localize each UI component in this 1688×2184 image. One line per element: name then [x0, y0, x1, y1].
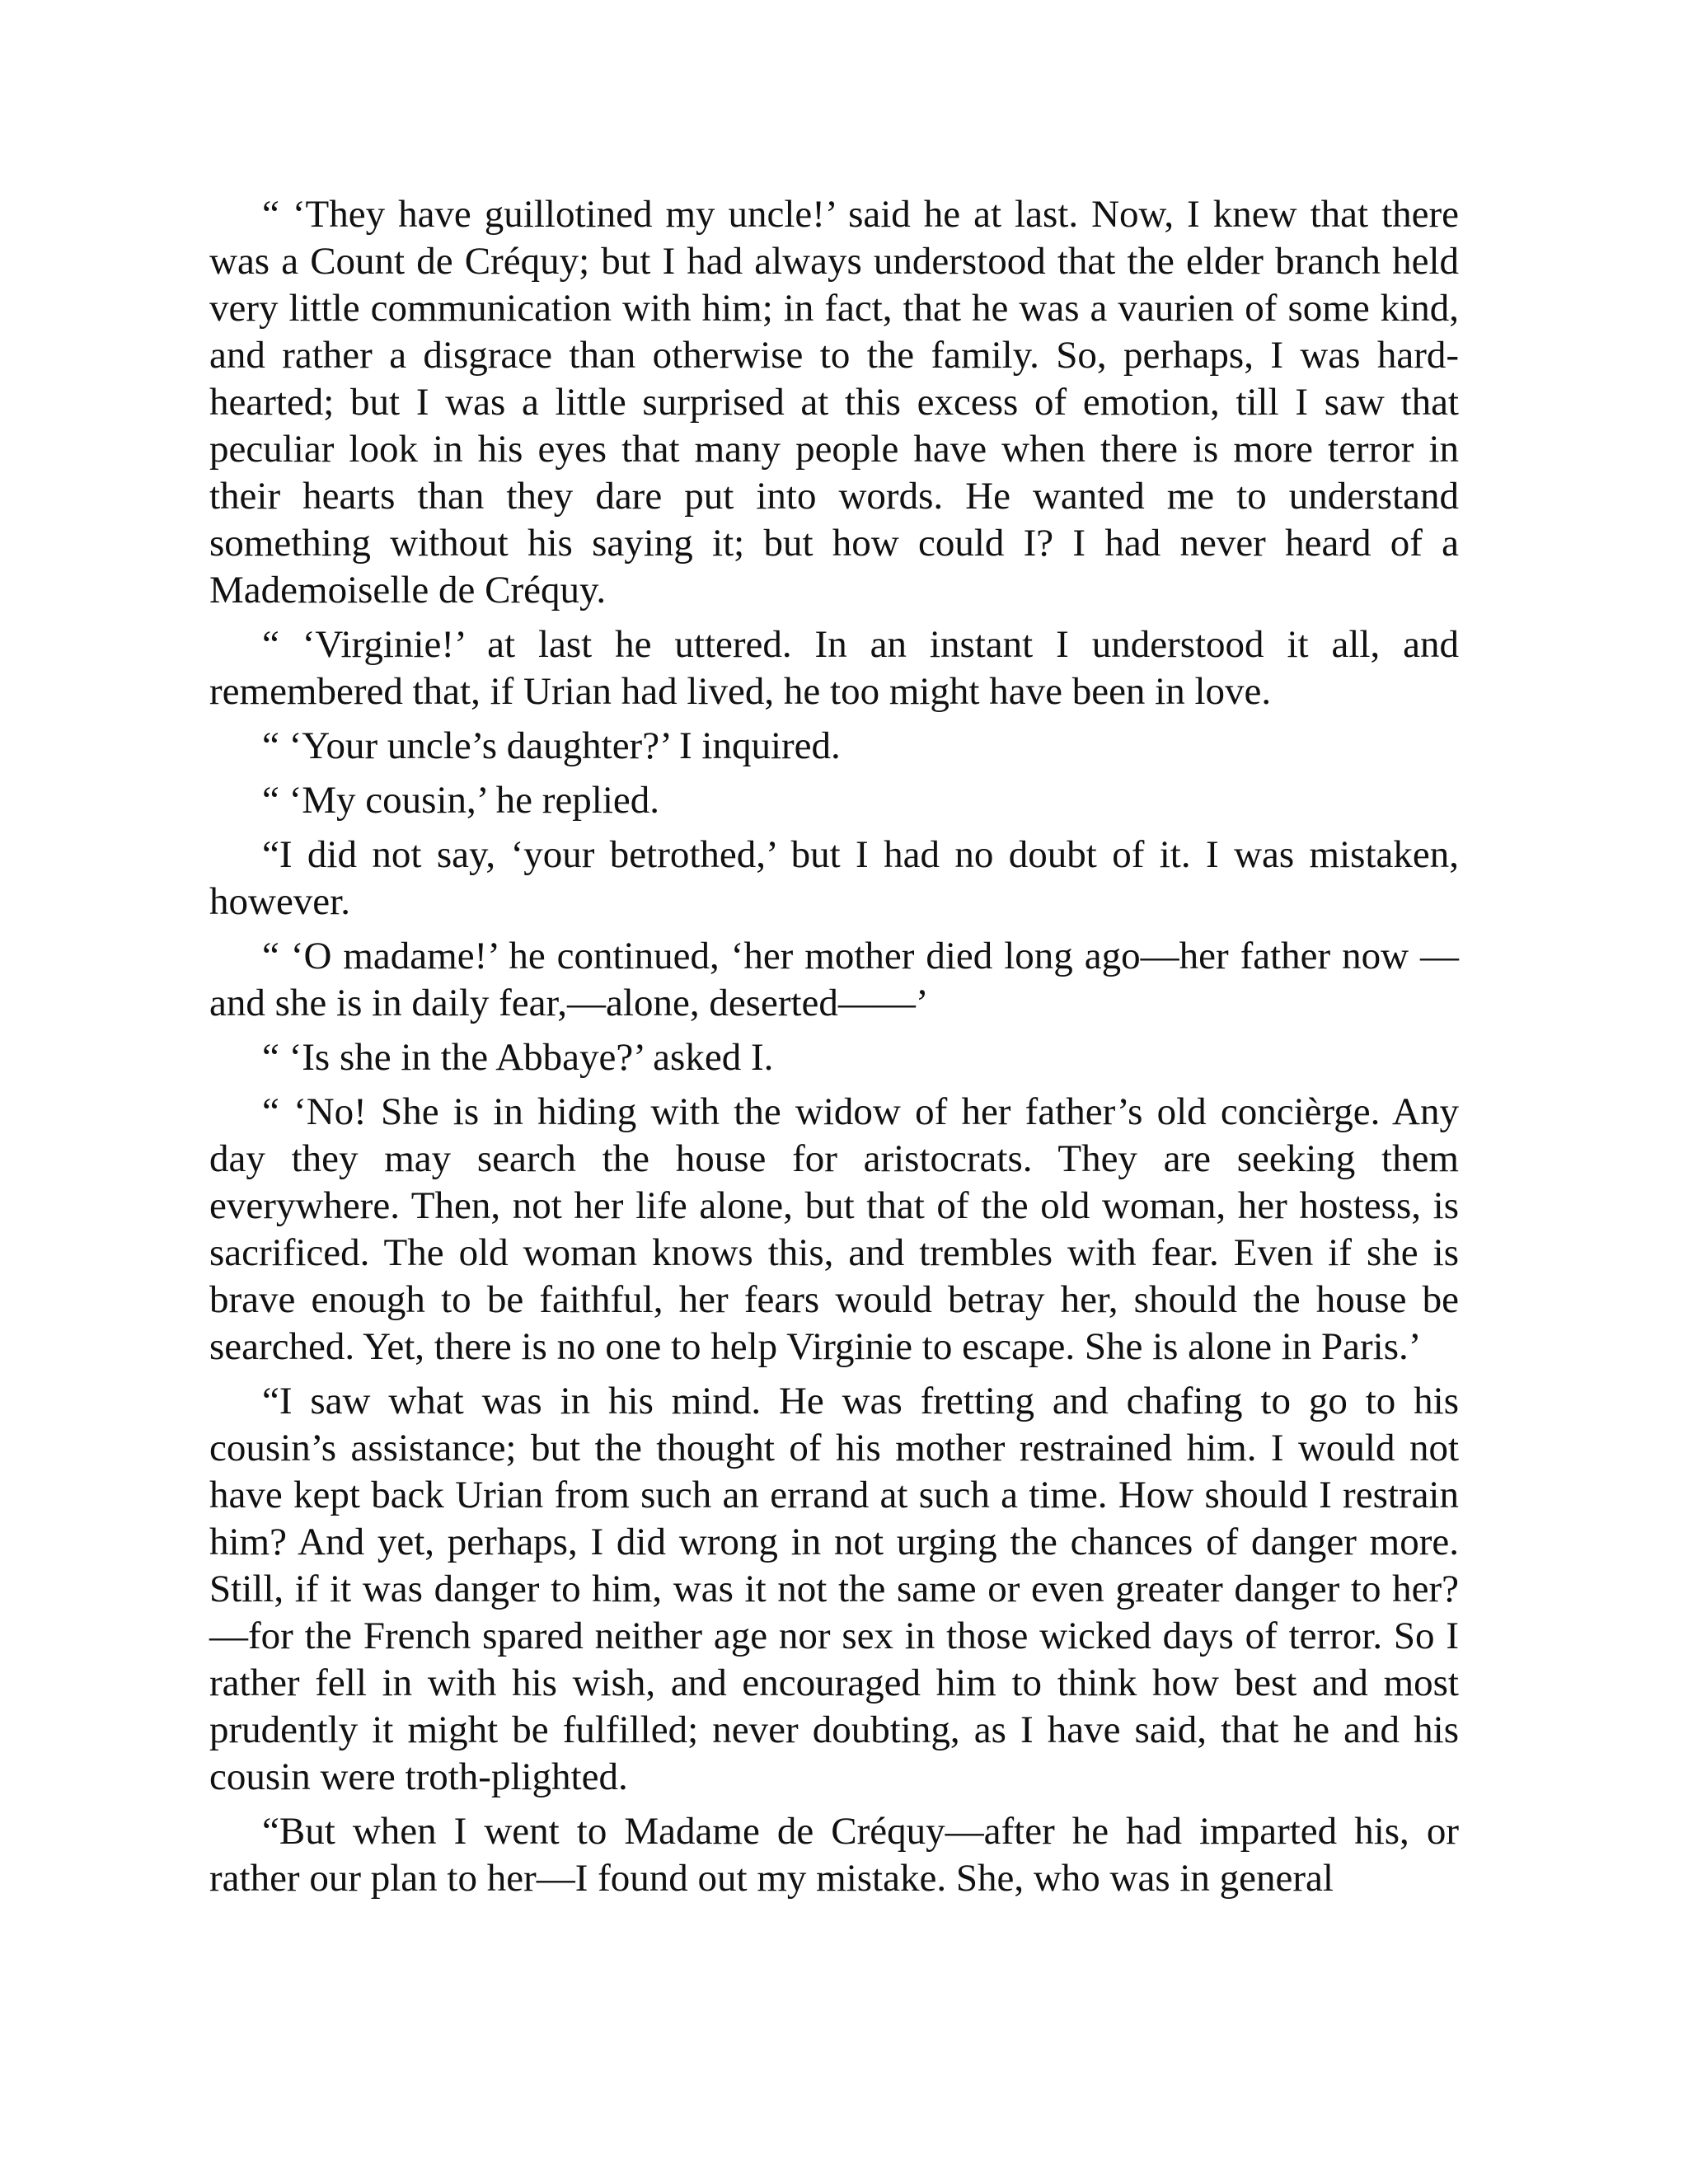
- paragraph-9: “I saw what was in his mind. He was fretting and chafing to go to his cousin’s assistance; but the thought of his mother restrained him. I would not have kept back Urian from such an errand at such a time. How should I restrain him? And yet, perhaps, I did wrong in not urging the chances of danger more. Still, if it was danger to him, was it not the same or even greater danger to her?—for the French spared neither age nor sex in those wicked days of terror. So I rather fell in with his wish, and encouraged him to think how best and most prudently it might be fulfilled; never doubting, as I have said, that he and his cousin were troth-plighted.: [209, 1380, 1459, 1798]
- paragraph-5: “I did not say, ‘your betrothed,’ but I had no doubt of it. I was mistaken, however.: [209, 833, 1459, 923]
- paragraph-1: “ ‘They have guillotined my uncle!’ said he at last. Now, I knew that there was a Count de Créquy; but I had always understood that the elder branch held very little communication with him; in fact, that he was a vaurien of some kind, and rather a disgrace than otherwise to the family. So, perhaps, I was hard-hearted; but I was a little surprised at this excess of emotion, till I saw that peculiar look in his eyes that many people have when there is more terror in their hearts than they dare put into words. He wanted me to understand something without his saying it; but how could I? I had never heard of a Mademoiselle de Créquy.: [209, 193, 1459, 612]
- paragraph-8: “ ‘No! She is in hiding with the widow of her father’s old concièrge. Any day they may search the house for aristocrats. They are seeking them everywhere. Then, not her life alone, but that of the old woman, her hostess, is sacrificed. The old woman knows this, and trembles with fear. Even if she is brave enough to be faithful, her fears would betray her, should the house be searched. Yet, there is no one to help Virginie to escape. She is alone in Paris.’: [209, 1090, 1459, 1368]
- paragraph-2: “ ‘Virginie!’ at last he uttered. In an instant I understood it all, and remembered that, if Urian had lived, he too might have been in love.: [209, 623, 1459, 713]
- paragraph-6: “ ‘O madame!’ he continued, ‘her mother died long ago—her father now —and she is in daily fear,—alone, deserted——’: [209, 935, 1459, 1024]
- paragraph-10: “But when I went to Madame de Créquy—after he had imparted his, or rather our plan to her—I found out my mistake. She, who was in general: [209, 1810, 1459, 1900]
- paragraph-4: “ ‘My cousin,’ he replied.: [262, 779, 660, 822]
- paragraph-7: “ ‘Is she in the Abbaye?’ asked I.: [262, 1036, 774, 1079]
- page-body: [209, 191, 1459, 1910]
- paragraph-3: “ ‘Your uncle’s daughter?’ I inquired.: [262, 724, 841, 767]
